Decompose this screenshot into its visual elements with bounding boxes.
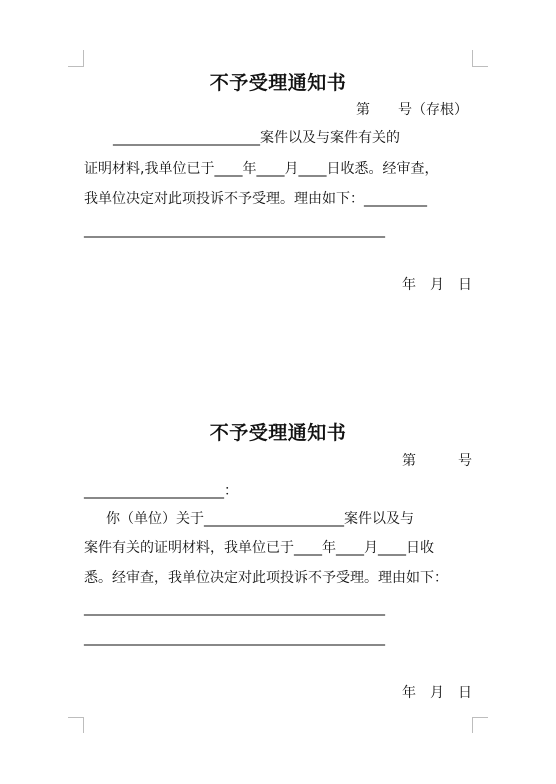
section1-line-2: 证明材料,我单位已于____年____月____日收悉。经审查， xyxy=(84,161,439,177)
section2-line-2: 案件有关的证明材料，我单位已于____年____月____日收 xyxy=(84,540,434,556)
section2-number: 第 号 xyxy=(402,453,472,469)
section1-date: 年 月 日 xyxy=(402,277,472,293)
section1-line-3: 我单位决定对此项投诉不予受理。理由如下：_________ xyxy=(84,191,427,207)
section1-line-1: _____________________案件以及与案件有关的 xyxy=(113,130,400,146)
section2-title: 不予受理通知书 xyxy=(209,422,347,444)
section1-number: 第 号（存根） xyxy=(356,102,468,118)
section2-line-1: 你（单位）关于____________________案件以及与 xyxy=(106,511,414,527)
section2-date: 年 月 日 xyxy=(402,685,472,701)
section2-line-5: ___________________________________________ xyxy=(84,630,385,646)
section1-line-4: ___________________________________________ xyxy=(84,222,385,238)
section2-line-4: ___________________________________________ xyxy=(84,600,385,616)
section1-title: 不予受理通知书 xyxy=(209,72,347,94)
section2-line-3: 悉。经审查，我单位决定对此项投诉不予受理。理由如下： xyxy=(84,570,448,586)
section2-addressee: ____________________： xyxy=(84,483,238,499)
